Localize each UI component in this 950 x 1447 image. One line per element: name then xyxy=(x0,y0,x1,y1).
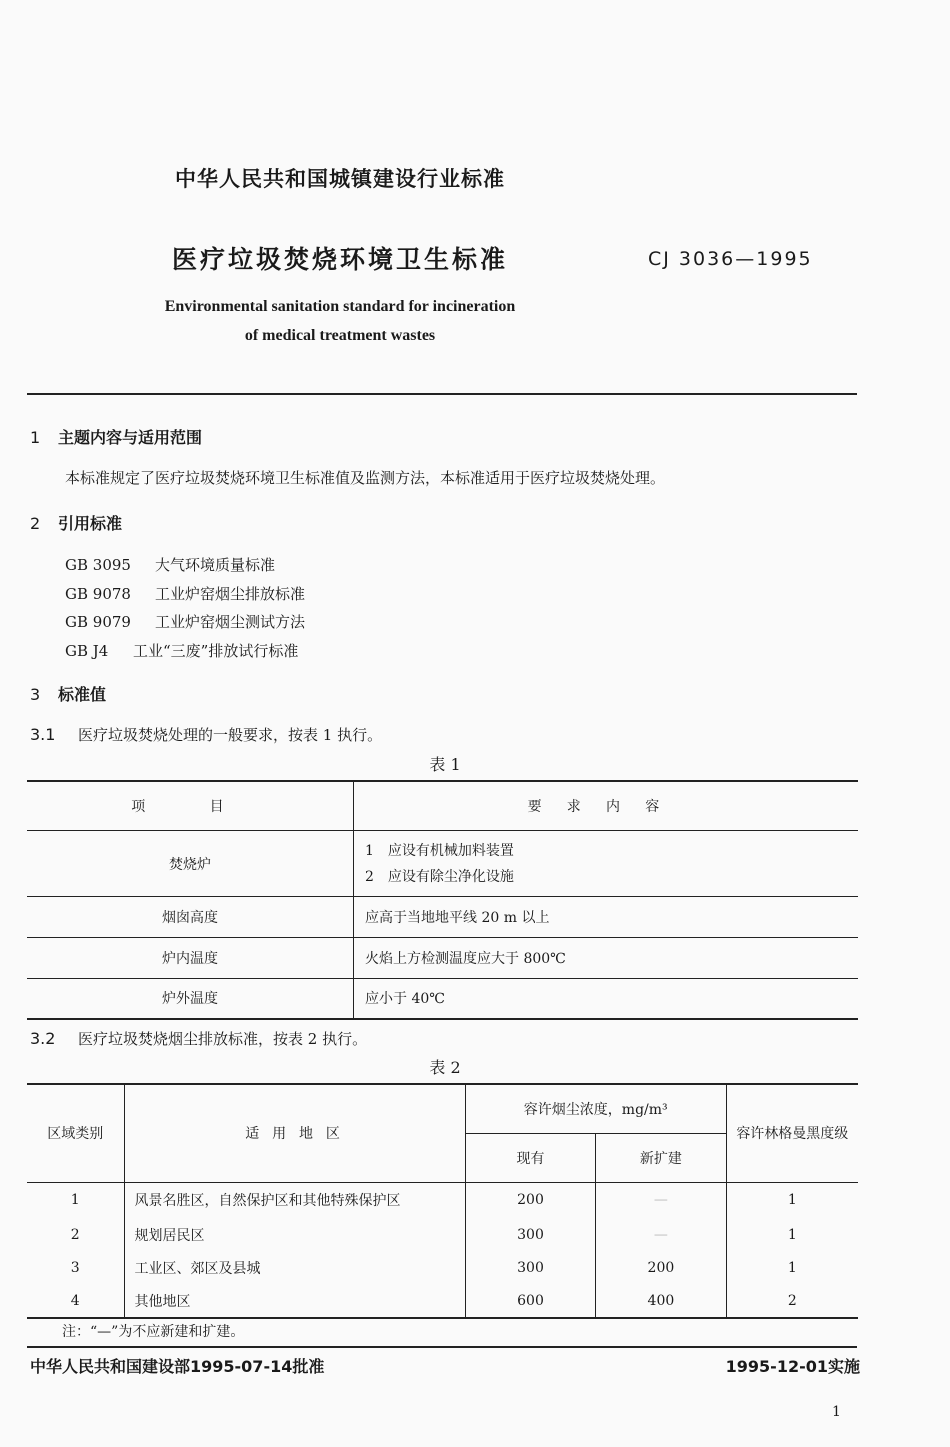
header-zone: 区域类别 xyxy=(27,1084,124,1182)
cell-area: 其他地区 xyxy=(124,1284,465,1318)
subsection-3-2 xyxy=(30,1028,367,1049)
document-title-en-line1: Environmental sanitation standard for incineration xyxy=(164,298,516,315)
cell-new: 200 xyxy=(596,1251,726,1284)
header-item: 项 目 xyxy=(27,781,354,831)
table-row xyxy=(27,1284,858,1318)
section-title: 引用标准 xyxy=(58,514,123,533)
cell-area: 工业区、郊区及县城 xyxy=(124,1251,465,1284)
section-number: 1 xyxy=(30,428,41,447)
cell-existing: 300 xyxy=(465,1218,595,1251)
section-1-text: 本标准规定了医疗垃圾焚烧环境卫生标准值及监测方法，本标准适用于医疗垃圾焚烧处理。 xyxy=(65,469,666,487)
table-row xyxy=(27,831,858,897)
row-requirement: 应小于 40℃ xyxy=(365,991,445,1008)
table-row xyxy=(27,897,858,938)
row-item: 炉内温度 xyxy=(27,938,354,979)
document-title-cn: 医疗垃圾焚烧环境卫生标准 xyxy=(171,245,508,274)
cell-area: 风景名胜区，自然保护区和其他特殊保护区 xyxy=(124,1182,465,1218)
header-new: 新扩建 xyxy=(596,1133,726,1182)
row-requirement xyxy=(354,831,859,897)
table-row xyxy=(27,1218,858,1251)
cell-zone: 2 xyxy=(27,1218,124,1251)
footer-rule xyxy=(27,1346,857,1348)
cell-existing: 600 xyxy=(465,1284,595,1318)
reference-item xyxy=(65,580,305,609)
table-2-caption: 表 2 xyxy=(429,1058,461,1077)
row-requirement: 火焰上方检测温度应大于 800℃ xyxy=(354,938,859,979)
table-1-caption: 表 1 xyxy=(429,755,461,774)
document-title-en-line2: of medical treatment wastes xyxy=(244,327,436,344)
section-title: 标准值 xyxy=(58,685,107,704)
cell-level: 1 xyxy=(787,1226,797,1243)
subsection-number: 3.2 xyxy=(30,1029,56,1048)
reference-code: GB J4 xyxy=(65,641,109,660)
subsection-text: 医疗垃圾焚烧处理的一般要求，按表 1 执行。 xyxy=(78,726,383,744)
reference-item xyxy=(65,637,305,666)
subsection-text: 医疗垃圾焚烧烟尘排放标准，按表 2 执行。 xyxy=(78,1030,368,1048)
section-title: 主题内容与适用范围 xyxy=(58,428,203,447)
table-2-note: 注：“—”为不应新建和扩建。 xyxy=(62,1324,245,1340)
table-2 xyxy=(27,1083,858,1319)
cell-zone: 3 xyxy=(27,1251,124,1284)
section-2-heading xyxy=(30,511,122,534)
header-requirement: 要求内容 xyxy=(354,781,859,831)
header-ringelmann: 容许林格曼黑度级 xyxy=(726,1084,858,1182)
cell-existing: 300 xyxy=(465,1251,595,1284)
cell-zone: 1 xyxy=(27,1182,124,1218)
cell-new: — xyxy=(596,1218,726,1251)
header-existing: 现有 xyxy=(465,1133,595,1182)
cell-level: 2 xyxy=(787,1292,797,1309)
section-1-heading xyxy=(30,425,202,448)
subsection-number: 3.1 xyxy=(30,725,56,744)
header-concentration: 容许烟尘浓度，mg/m³ xyxy=(465,1084,726,1133)
row-item: 烟囱高度 xyxy=(27,897,354,938)
section-number: 3 xyxy=(30,685,41,704)
table-header-row xyxy=(27,1084,858,1133)
cell-existing: 200 xyxy=(465,1182,595,1218)
cell-level: 1 xyxy=(787,1192,797,1209)
table-row xyxy=(27,979,858,1019)
approval-line: 中华人民共和国建设部1995-07-14批准 xyxy=(30,1357,325,1376)
section-3-heading xyxy=(30,682,106,705)
row-item: 炉外温度 xyxy=(27,979,354,1019)
table-row xyxy=(27,1182,858,1218)
row-item: 焚烧炉 xyxy=(27,831,354,897)
cell-level: 1 xyxy=(787,1259,797,1276)
reference-item xyxy=(65,608,305,637)
standard-type: 中华人民共和国城镇建设行业标准 xyxy=(175,167,505,191)
row-requirement: 应高于当地地平线 20 m 以上 xyxy=(354,897,859,938)
header-area: 适 用 地 区 xyxy=(124,1084,465,1182)
table-1 xyxy=(27,780,858,1020)
reference-name: 工业“三废”排放试行标准 xyxy=(133,641,299,660)
cell-area: 规划居民区 xyxy=(124,1218,465,1251)
table-row xyxy=(27,938,858,979)
reference-list xyxy=(65,551,305,665)
reference-name: 工业炉窑烟尘测试方法 xyxy=(155,613,306,631)
cell-zone: 4 xyxy=(27,1284,124,1318)
standard-code: CJ 3036—1995 xyxy=(648,248,813,270)
subsection-3-1 xyxy=(30,724,382,745)
cell-new: 400 xyxy=(596,1284,726,1318)
implementation-date: 1995-12-01实施 xyxy=(725,1357,860,1376)
reference-code: GB 3095 xyxy=(65,556,131,574)
header-rule xyxy=(27,393,857,395)
table-row xyxy=(27,1251,858,1284)
page-number: 1 xyxy=(832,1404,841,1420)
requirement-line: 1 应设有机械加料装置 xyxy=(365,842,514,859)
cell-new: — xyxy=(596,1182,726,1218)
reference-code: GB 9078 xyxy=(65,584,131,603)
requirement-line: 2 应设有除尘净化设施 xyxy=(365,868,514,885)
table-header-row xyxy=(27,781,858,831)
reference-item xyxy=(65,551,305,580)
section-number: 2 xyxy=(30,514,41,533)
reference-code: GB 9079 xyxy=(65,613,131,631)
reference-name: 工业炉窑烟尘排放标准 xyxy=(155,584,306,603)
reference-name: 大气环境质量标准 xyxy=(155,556,276,574)
